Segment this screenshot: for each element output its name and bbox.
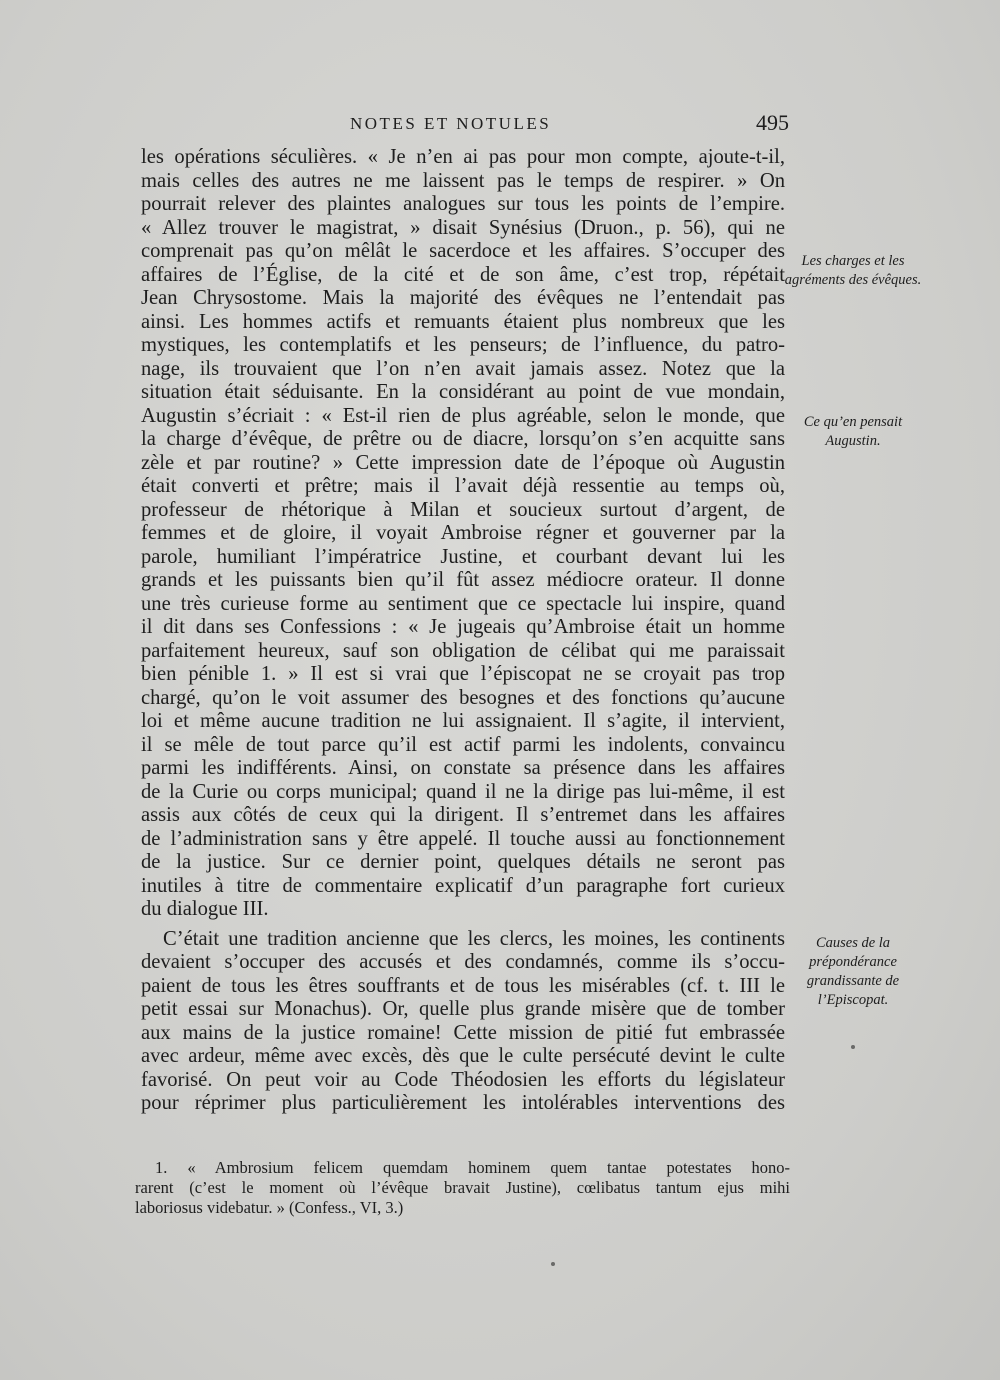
text-line: de la Curie ou corps municipal; quand il ne la dirige pas lui-même, il est <box>141 780 785 803</box>
text-line: parole, humiliant l’impératrice Justine, et courbant devant lui les <box>141 545 785 568</box>
text-line: ainsi. Les hommes actifs et remuants étaient plus nombreux que les <box>141 310 785 333</box>
margin-note: Ce qu’en pensait Augustin. <box>803 414 903 449</box>
text-line: « Allez trouver le magistrat, » disait Synésius (Druon., p. 56), qui ne <box>141 216 785 239</box>
text-line: mais celles des autres ne me laissent pas le temps de respirer. » On <box>141 169 785 192</box>
text-line: zèle et par routine? » Cette impression date de l’époque où Augustin <box>141 451 785 474</box>
text-line: avec ardeur, même avec excès, dès que le culte persécuté devint le culte <box>141 1045 785 1067</box>
text-line: assis aux côtés de ceux qui la dirigent. Il s’entremet dans les affaires <box>141 804 785 826</box>
text-line: aux mains de la justice romaine! Cette mission de pitié fut embrassée <box>141 1021 785 1044</box>
text-line: mystiques, les contemplatifs et les penseurs; de l’influence, du patro- <box>141 334 785 356</box>
text-line: bien pénible 1. » Il est si vrai que l’épiscopat ne se croyait pas trop <box>141 663 785 685</box>
text-line: favorisé. On peut voir au Code Théodosien les efforts du législateur <box>141 1068 785 1091</box>
text-line: de l’administration sans y être appelé. Il touche aussi au fonctionnement <box>141 827 785 850</box>
text-line: professeur de rhétorique à Milan et soucieux surtout d’argent, de <box>141 498 785 521</box>
text-line: il se mêle de tout parce qu’il est actif parmi les indolents, convaincu <box>141 733 785 756</box>
text-line: il dit dans ses Confessions : « Je jugeais qu’Ambroise était un homme <box>141 616 785 638</box>
text-line: pour réprimer plus particulièrement les intolérables interventions des <box>141 1092 785 1114</box>
text-line: chargé, qu’on le voit assumer des besognes et des fonctions qu’aucune <box>141 686 785 709</box>
text-line: une très curieuse forme au sentiment que ce spectacle lui inspire, quand <box>141 592 785 615</box>
text-line: les opérations séculières. « Je n’en ai pas pour mon compte, ajoute-t-il, <box>141 146 785 168</box>
footnotes <box>135 1158 790 1218</box>
text-line: loi et même aucune tradition ne lui assignaient. Il s’agite, il intervient, <box>141 710 785 732</box>
text-line: petit essai sur Monachus). Or, quelle plus grande misère que de tomber <box>141 998 785 1020</box>
body-text <box>141 146 785 1116</box>
footnote-line: rarent (c’est le moment où l’évêque bravait Justine), cœlibatus tantum ejus mihi <box>135 1178 790 1197</box>
text-line: affaires de l’Église, de la cité et de son âme, c’est trop, répétait <box>141 263 785 286</box>
text-line: nage, ils trouvaient que l’on n’en avait jamais assez. Notez que la <box>141 357 785 380</box>
text-line: comprenait pas qu’on mêlât le sacerdoce et les affaires. S’occuper des <box>141 240 785 262</box>
print-speck <box>551 1262 555 1266</box>
text-line: la charge d’évêque, de prêtre ou de diacre, lorsqu’on s’en acquitte sans <box>141 428 785 450</box>
running-head: NOTES ET NOTULES <box>350 114 552 133</box>
text-line: femmes et de gloire, il voyait Ambroise régner et gouverner par la <box>141 522 785 544</box>
text-line: C’était une tradition ancienne que les clercs, les moines, les continents <box>163 927 785 950</box>
text-line: parfaitement heureux, sauf son obligation de célibat qui me paraissait <box>141 639 785 662</box>
text-line: de la justice. Sur ce dernier point, quelques détails ne seront pas <box>141 851 785 873</box>
print-speck <box>851 1045 855 1049</box>
text-line: paient de tous les êtres souffrants et de tous les misérables (cf. t. III le <box>141 974 785 997</box>
text-line: Augustin s’écriait : « Est-il rien de plus agréable, selon le monde, que <box>141 404 785 427</box>
text-line: grands et les puissants bien qu’il fût assez médiocre orateur. Il donne <box>141 569 785 591</box>
text-line: était converti et prêtre; mais il l’avait déjà ressentie au temps où, <box>141 475 785 497</box>
margin-note: Causes de la prépondérance grandissante de l’Episcopat. <box>806 935 900 1008</box>
text-line: pourrait relever des plaintes analogues sur tous les points de l’empire. <box>141 193 785 215</box>
footnote-line: 1. « Ambrosium felicem quemdam hominem quem tantae potestates hono- <box>155 1158 790 1177</box>
text-line: du dialogue III. <box>141 898 269 920</box>
text-line: inutiles à titre de commentaire explicatif d’un paragraphe fort curieux <box>141 874 785 897</box>
text-line: devaient s’occuper des accusés et des condamnés, comme ils s’occu- <box>141 951 785 973</box>
text-line: situation était séduisante. En la considérant au point de vue mondain, <box>141 381 785 403</box>
footnote-line: laboriosus videbatur. » (Confess., VI, 3.) <box>135 1198 404 1217</box>
text-line: Jean Chrysostome. Mais la majorité des évêques ne l’entendait pas <box>141 287 785 309</box>
text-line: parmi les indifférents. Ainsi, on constate sa présence dans les affaires <box>141 757 785 779</box>
page-number: 495 <box>756 110 789 135</box>
page-header <box>0 110 1000 140</box>
margin-note: Les charges et les agréments des évêques. <box>784 253 922 288</box>
